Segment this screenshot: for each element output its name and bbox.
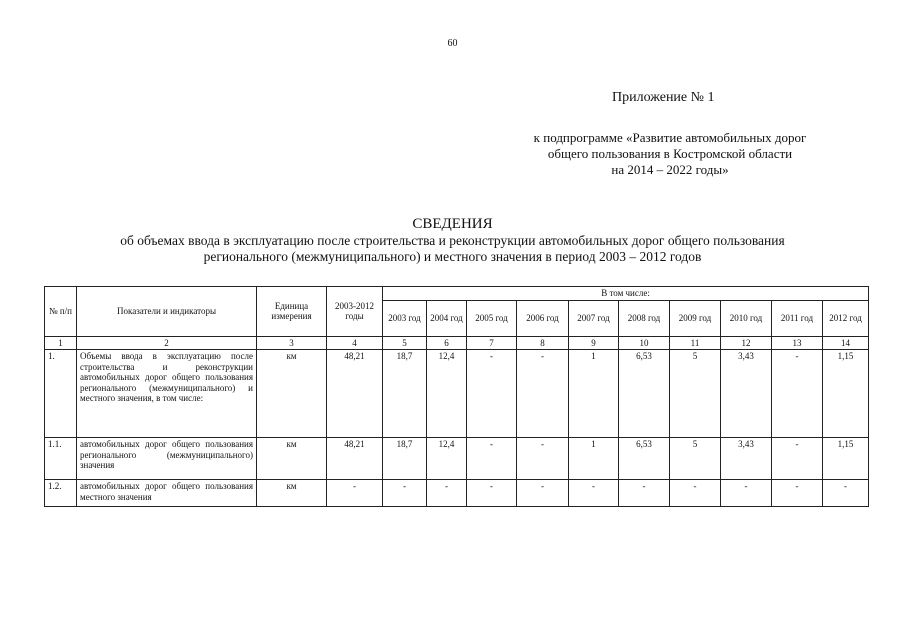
row-value: - (619, 480, 670, 507)
row-value: 18,7 (383, 438, 427, 480)
row-value: - (569, 480, 619, 507)
row-value: - (772, 350, 823, 438)
column-number: 13 (772, 336, 823, 350)
row-value: 12,4 (427, 350, 467, 438)
row-value: 6,53 (619, 350, 670, 438)
header-year: 2007 год (569, 300, 619, 336)
row-num: 1.2. (45, 480, 77, 507)
row-value: 1 (569, 438, 619, 480)
appendix-subtitle-line: общего пользования в Костромской области (547, 146, 793, 161)
appendix-title: Приложение № 1 (612, 90, 715, 105)
column-number: 9 (569, 336, 619, 350)
header-year: 2004 год (427, 300, 467, 336)
row-value: - (670, 480, 721, 507)
table-row (45, 480, 869, 507)
row-value: - (772, 480, 823, 507)
row-value: 5 (670, 438, 721, 480)
row-value: - (467, 438, 517, 480)
column-number: 6 (427, 336, 467, 350)
appendix-subtitle-line: на 2014 – 2022 годы» (611, 162, 729, 177)
row-value: 18,7 (383, 350, 427, 438)
table-row (45, 438, 869, 480)
row-value: - (721, 480, 772, 507)
data-table (44, 286, 869, 507)
row-value: 12,4 (427, 438, 467, 480)
row-total: - (327, 480, 383, 507)
column-number: 10 (619, 336, 670, 350)
row-value: - (427, 480, 467, 507)
row-value: - (383, 480, 427, 507)
document-subtitle (60, 233, 845, 265)
row-total: 48,21 (327, 350, 383, 438)
row-num: 1.1. (45, 438, 77, 480)
header-year: 2005 год (467, 300, 517, 336)
row-value: - (517, 350, 569, 438)
column-number: 11 (670, 336, 721, 350)
header-period: 2003-2012 годы (327, 287, 383, 337)
row-value: - (823, 480, 869, 507)
row-unit: км (257, 350, 327, 438)
row-unit: км (257, 438, 327, 480)
column-number: 1 (45, 336, 77, 350)
column-number: 5 (383, 336, 427, 350)
column-number: 8 (517, 336, 569, 350)
column-number: 4 (327, 336, 383, 350)
row-num: 1. (45, 350, 77, 438)
row-value: 5 (670, 350, 721, 438)
header-year: 2009 год (670, 300, 721, 336)
row-indicator: автомобильных дорог общего пользования местного значения (77, 480, 257, 507)
appendix-subtitle (505, 130, 835, 178)
header-year: 2008 год (619, 300, 670, 336)
document-title: СВЕДЕНИЯ (412, 216, 493, 232)
header-year: 2010 год (721, 300, 772, 336)
row-indicator: автомобильных дорог общего пользования регионального (межмуниципального) значения (77, 438, 257, 480)
row-indicator: Объемы ввода в эксплуатацию после строительства и реконструкции автомобильных дорог общего пользования регионального (межмуниципального) и местного значения, в том числе: (77, 350, 257, 438)
header-num: № п/п (45, 287, 77, 337)
row-value: - (467, 350, 517, 438)
header-year: 2012 год (823, 300, 869, 336)
header-row (45, 287, 869, 301)
column-number: 12 (721, 336, 772, 350)
header-year: 2006 год (517, 300, 569, 336)
document-subtitle-line: об объемах ввода в эксплуатацию после строительства и реконструкции автомобильных дорог общего пользования (120, 233, 785, 248)
document-subtitle-line: регионального (межмуниципального) и местного значения в период 2003 – 2012 годов (203, 249, 702, 264)
column-number: 7 (467, 336, 517, 350)
row-unit: км (257, 480, 327, 507)
table-row (45, 350, 869, 438)
row-value: 1 (569, 350, 619, 438)
row-value: - (467, 480, 517, 507)
header-year: 2011 год (772, 300, 823, 336)
row-value: - (517, 438, 569, 480)
row-total: 48,21 (327, 438, 383, 480)
header-unit: Единица измерения (257, 287, 327, 337)
header-year: 2003 год (383, 300, 427, 336)
page-number: 60 (447, 38, 458, 49)
row-value: 1,15 (823, 438, 869, 480)
appendix-subtitle-line: к подпрограмме «Развитие автомобильных дорог (533, 130, 807, 145)
row-value: 3,43 (721, 438, 772, 480)
column-numbers-row (45, 336, 869, 350)
column-number: 3 (257, 336, 327, 350)
column-number: 14 (823, 336, 869, 350)
row-value: 6,53 (619, 438, 670, 480)
row-value: 3,43 (721, 350, 772, 438)
row-value: 1,15 (823, 350, 869, 438)
row-value: - (517, 480, 569, 507)
header-including: В том числе: (383, 287, 869, 301)
column-number: 2 (77, 336, 257, 350)
header-indicator: Показатели и индикаторы (77, 287, 257, 337)
row-value: - (772, 438, 823, 480)
